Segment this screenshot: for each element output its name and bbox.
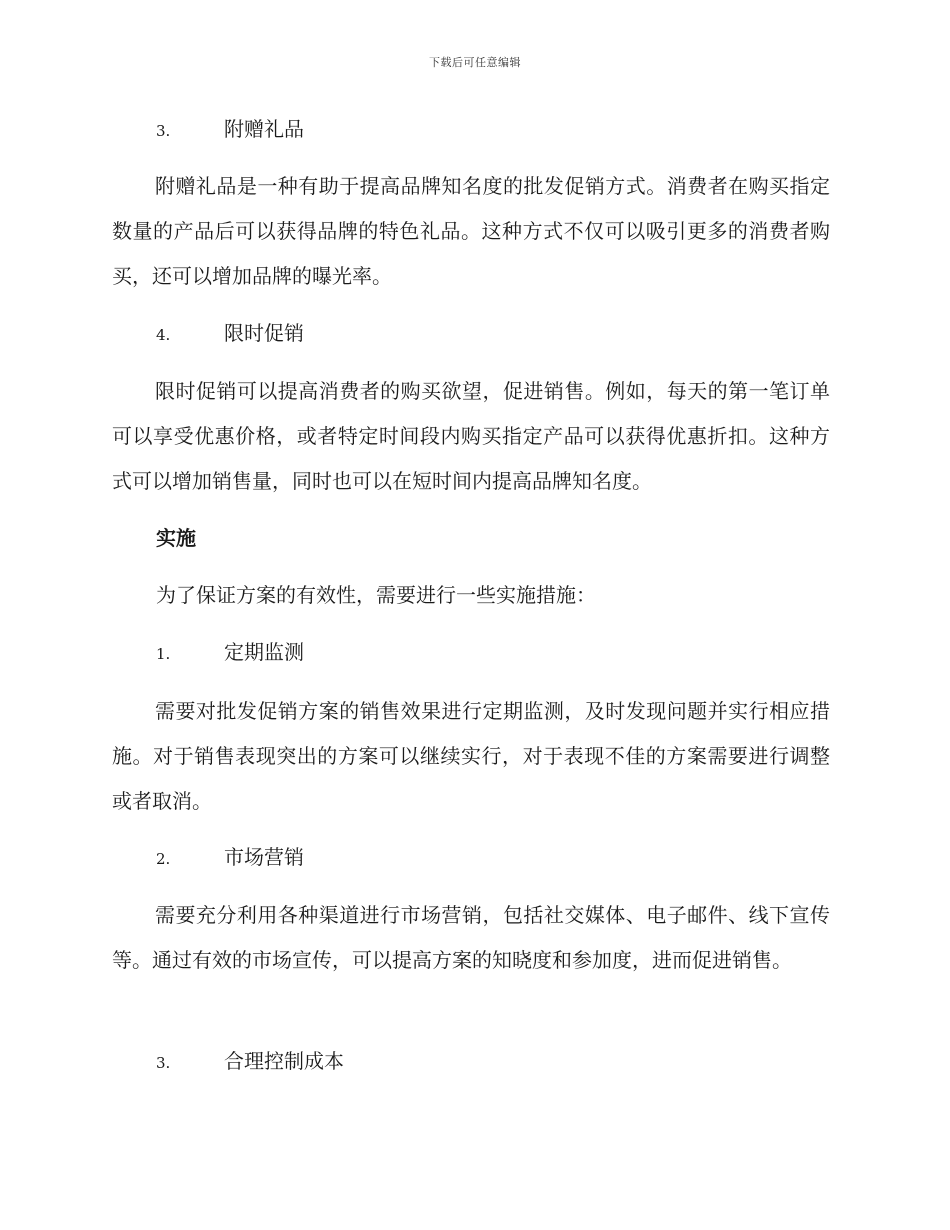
list-number: 3.	[156, 122, 171, 140]
list-title: 市场营销	[224, 845, 304, 869]
list-heading-monitor	[156, 637, 304, 667]
list-title: 合理控制成本	[224, 1049, 344, 1073]
paragraph-monitor: 需要对批发促销方案的销售效果进行定期监测，及时发现问题并实行相应措施。对于销售表现突出的方案可以继续实行，对于表现不佳的方案需要进行调整或者取消。	[112, 699, 830, 813]
list-number: 2.	[156, 850, 171, 868]
list-heading-flash-sale	[156, 318, 304, 348]
section-heading-implementation: 实施	[156, 526, 196, 550]
list-title: 限时促销	[224, 321, 304, 345]
list-heading-marketing	[156, 842, 304, 872]
list-number: 3.	[156, 1054, 171, 1072]
list-heading-gift	[156, 114, 304, 144]
list-title: 定期监测	[224, 640, 304, 664]
paragraph-gift: 附赠礼品是一种有助于提高品牌知名度的批发促销方式。消费者在购买指定数量的产品后可以获得品牌的特色礼品。这种方式不仅可以吸引更多的消费者购买，还可以增加品牌的曝光率。	[112, 174, 830, 288]
list-number: 4.	[156, 326, 171, 344]
paragraph-flash-sale: 限时促销可以提高消费者的购买欲望，促进销售。例如，每天的第一笔订单可以享受优惠价格，或者特定时间段内购买指定产品可以获得优惠折扣。这种方式可以增加销售量，同时也可以在短时间内提高品牌知名度。	[112, 379, 830, 493]
list-heading-cost	[156, 1046, 344, 1076]
implementation-intro: 为了保证方案的有效性，需要进行一些实施措施：	[156, 583, 596, 607]
paragraph-marketing: 需要充分利用各种渠道进行市场营销，包括社交媒体、电子邮件、线下宣传等。通过有效的市场宣传，可以提高方案的知晓度和参加度，进而促进销售。	[112, 903, 830, 972]
list-title: 附赠礼品	[224, 117, 304, 141]
page-header-note: 下载后可任意编辑	[429, 56, 521, 69]
list-number: 1.	[156, 645, 171, 663]
